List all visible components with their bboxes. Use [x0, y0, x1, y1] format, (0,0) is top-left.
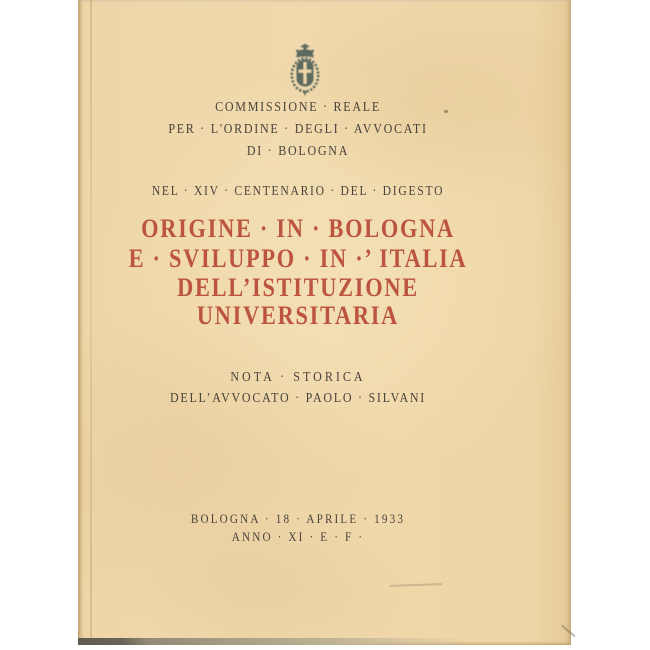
- imprint-year-line: ANNO · XI · E · F ·: [231, 529, 365, 544]
- book-cover: [78, 0, 571, 645]
- corner-scratch: [562, 625, 576, 637]
- title-line-1: ORIGINE · IN · BOLOGNA: [141, 214, 455, 243]
- paper-speck: [444, 110, 448, 113]
- commission-line-1: COMMISSIONE · REALE: [215, 100, 381, 115]
- print-block: [78, 0, 518, 645]
- imprint-date-line: BOLOGNA · 18 · APRILE · 1933: [190, 511, 406, 526]
- title-line-3: DELL’ISTITUZIONE: [177, 273, 419, 302]
- note-line-1: NOTA · STORICA: [230, 370, 366, 385]
- note-line-2: DELL’AVVOCATO · PAOLO · SILVANI: [169, 391, 427, 406]
- title-line-2: E · SVILUPPO · IN ·’ ITALIA: [128, 244, 468, 273]
- commission-line-3: DI · BOLOGNA: [246, 144, 350, 159]
- commission-line-2: PER · L'ORDINE · DEGLI · AVVOCATI: [168, 122, 428, 137]
- book-bottom-shadow: [78, 638, 571, 645]
- occasion-line: NEL · XIV · CENTENARIO · DEL · DIGESTO: [151, 183, 445, 198]
- title-line-4: UNIVERSITARIA: [196, 301, 400, 330]
